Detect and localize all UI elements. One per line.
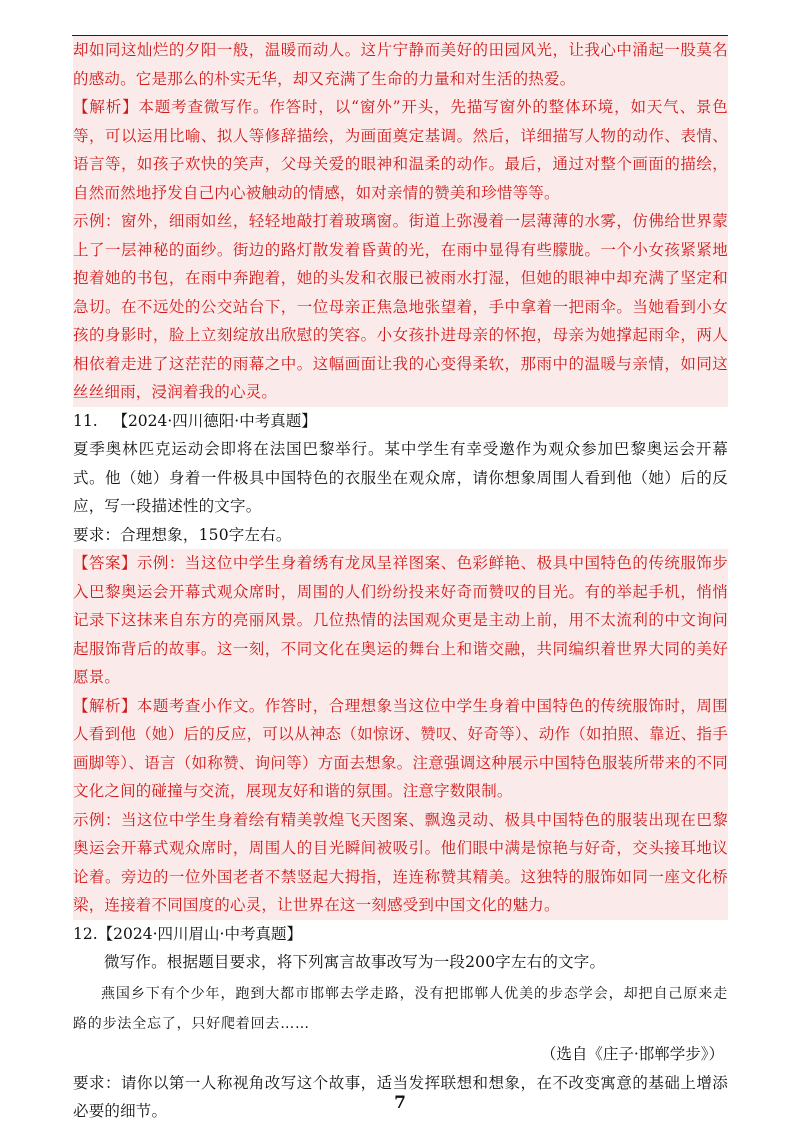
q11-prompt: 夏季奥林匹克运动会即将在法国巴黎举行。某中学生有幸受邀作为观众参加巴黎奥运会开幕式。他（她）身着一件极具中国特色的衣服坐在观众席，请你想象周围人看到他（她）后的反应，写一段描述性的文字。 — [73, 440, 728, 515]
q12-requirement: 要求：请你以第一人称视角改写这个故事，适当发挥联想和想象，在不改变寓意的基础上增添必要的细节。 — [73, 1073, 728, 1120]
q12-story-source: （选自《庄子·邯郸学步》） — [540, 1044, 724, 1063]
q11-source-tag: 【2024·四川德阳·中考真题】 — [112, 411, 317, 430]
q10-example: 示例：窗外，细雨如丝，轻轻地敲打着玻璃窗。街道上弥漫着一层薄薄的水雾，仿佛给世界蒙上了一层神秘的面纱。街边的路灯散发着昏黄的光，在雨中显得有些朦胧。一个小女孩紧紧地抱着她的书包，在雨中奔跑着，她的头发和衣服已被雨水打湿，但她的眼神中却充满了坚定和急切。在不远处的公交站台下，一位母亲正焦急地张望着，手中拿着一把雨伞。当她看到小女孩的身影时，脸上立刻绽放出欣慰的笑容。小女孩扑进母亲的怀抱，母亲为她撑起雨伞，两人相依着走进了这茫茫的雨幕之中。这幅画面让我的心变得柔软，那雨中的温暖与亲情，如同这丝丝细雨，浸润着我的心灵。 — [73, 207, 728, 407]
q11-answer: 【答案】示例：当这位中学生身着绣有龙凤呈祥图案、色彩鲜艳、极具中国特色的传统服饰步入巴黎奥运会开幕式观众席时，周围的人们纷纷投来好奇而赞叹的目光。有的举起手机，悄悄记录下这抹来自东方的亮丽风景。几位热情的法国观众更是主动上前，用不太流利的中文询问起服饰背后的故事。这一刻，不同文化在奥运的舞台上和谐交融，共同编织着世界大同的美好愿景。 — [73, 549, 728, 692]
q12-prompt: 微写作。根据题目要求，将下列寓言故事改写为一段200字左右的文字。 — [104, 953, 606, 971]
q11-number: 11. — [73, 411, 98, 430]
q10-answer-continued: 却如同这灿烂的夕阳一般，温暖而动人。这片宁静而美好的田园风光，让我心中涌起一股莫名的感动。它是那么的朴实无华，却又充满了生命的力量和对生活的热爱。 — [73, 36, 728, 93]
q11-analysis: 【解析】本题考查小作文。作答时，合理想象当这位中学生身着中国特色的传统服饰时，周围人看到他（她）后的反应，可以从神态（如惊讶、赞叹、好奇等）、动作（如拍照、靠近、指手画脚等）、语言（如称赞、询问等）方面去想象。注意强调这种展示中国特色服装所带来的不同文化之间的碰撞与交流，展现友好和谐的氛围。注意字数限制。 — [73, 692, 728, 806]
q11-example: 示例：当这位中学生身着绘有精美敦煌飞天图案、飘逸灵动、极具中国特色的服装出现在巴黎奥运会开幕式观众席时，周围人的目光瞬间被吸引。他们眼中满是惊艳与好奇，交头接耳地议论着。旁边的一位外国老者不禁竖起大拇指，连连称赞其精美。这独特的服饰如同一座文化桥梁，连接着不同国度的心灵，让世界在这一刻感受到中国文化的魅力。 — [73, 806, 728, 920]
q12-story: 燕国乡下有个少年，跑到大都市邯郸去学走路，没有把邯郸人优美的步态学会，却把自己原来走路的步法全忘了，只好爬着回去…… — [73, 985, 728, 1032]
page-content — [73, 36, 728, 1126]
q11-requirement: 要求：合理想象，150字左右。 — [73, 525, 292, 544]
q12-header: 12.【2024·四川眉山·中考真题】 — [73, 924, 302, 943]
q11-header — [73, 407, 728, 436]
page-number: 7 — [394, 1093, 406, 1113]
q10-analysis: 【解析】本题考查微写作。作答时，以“窗外”开头，先描写窗外的整体环境，如天气、景色等，可以运用比喻、拟人等修辞描绘，为画面奠定基调。然后，详细描写人物的动作、表情、语言等，如孩子欢快的笑声，父母关爱的眼神和温柔的动作。最后，通过对整个画面的描绘，自然而然地抒发自己内心被触动的情感，如对亲情的赞美和珍惜等等。 — [73, 93, 728, 207]
